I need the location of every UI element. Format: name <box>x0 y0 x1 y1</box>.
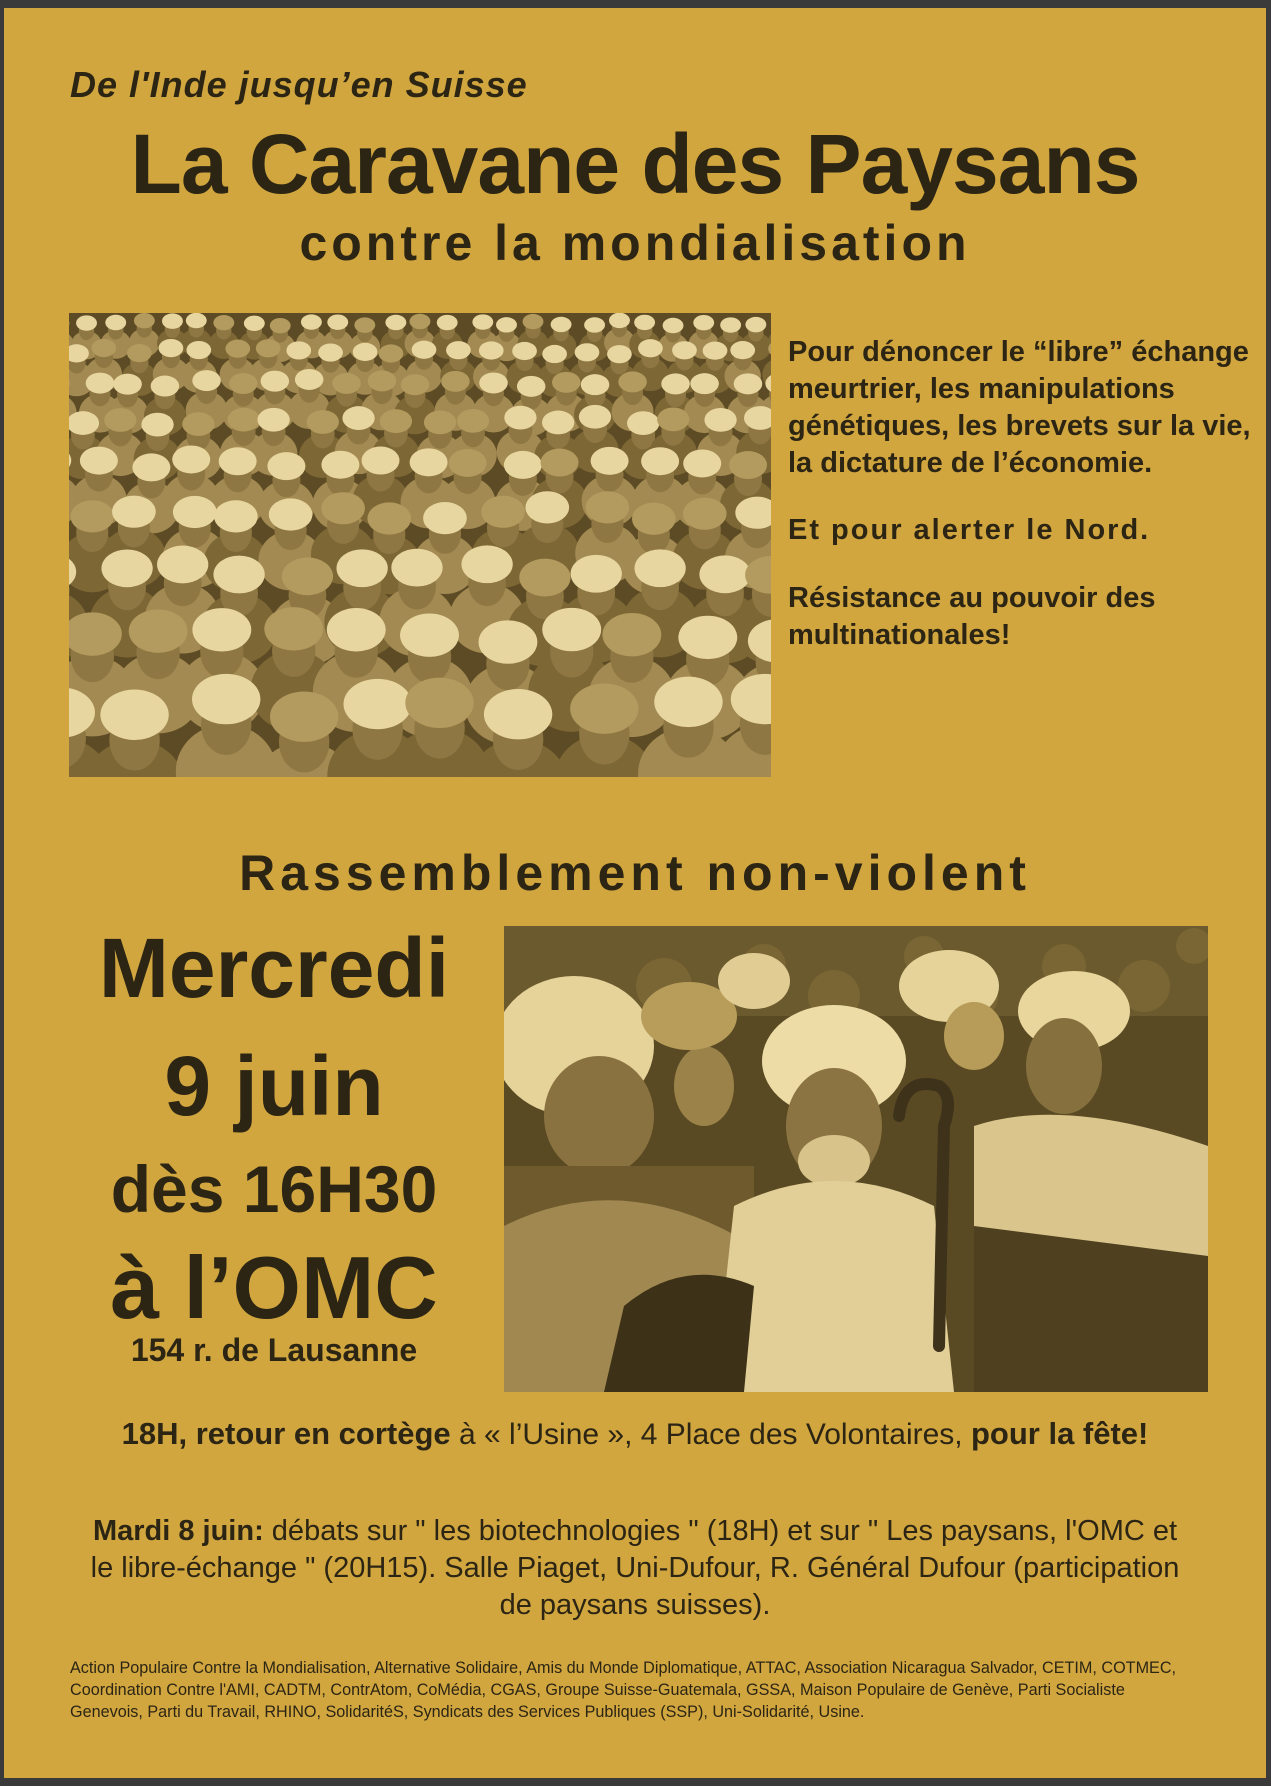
poster-kicker: De l'Inde jusqu’en Suisse <box>70 64 528 105</box>
parade-line <box>4 1416 1266 1452</box>
elders-photo <box>504 926 1208 1392</box>
aside-paragraph-3: Résistance au pouvoir des multinationales! <box>788 581 1156 651</box>
crowd-photo-illustration <box>69 313 771 777</box>
elders-photo-illustration <box>504 926 1208 1392</box>
event-place: à l’OMC <box>110 1238 438 1337</box>
event-date: 9 juin <box>164 1039 384 1133</box>
tuesday-text: débats sur " les biotechnologies " (18H) et sur " Les paysans, l'OMC et le libre-échange " (20H15). Salle Piaget, Uni-Dufour, R. Général Dufour (participation de paysans suisses). <box>90 1515 1180 1622</box>
aside-text <box>788 334 1258 654</box>
event-address: 154 r. de Lausanne <box>130 1332 418 1368</box>
tuesday-label: Mardi 8 juin: <box>92 1515 264 1547</box>
poster <box>4 8 1266 1778</box>
event-day: Mercredi <box>98 921 450 1015</box>
parade-middle: à « l’Usine », 4 Place des Volontaires, <box>450 1418 971 1451</box>
event-time: dès 16H30 <box>110 1152 438 1226</box>
aside-paragraph-1: Pour dénoncer le “libre” échange meurtrier, les manipulations génétiques, les brevets sur la vie, la dictature de l’économie. <box>788 336 1251 480</box>
parade-bold-start: 18H, retour en cortège <box>121 1416 451 1451</box>
tuesday-debates <box>84 1513 1186 1624</box>
poster-title: La Caravane des Paysans <box>130 117 1140 211</box>
poster-subtitle: contre la mondialisation <box>299 215 971 271</box>
rally-heading: Rassemblement non-violent <box>239 845 1031 901</box>
parade-bold-end: pour la fête! <box>970 1416 1149 1451</box>
sponsors-list: Action Populaire Contre la Mondialisation, Alternative Solidaire, Amis du Monde Diplomatique, ATTAC, Association Nicaragua Salvador, CETIM, COTMEC, Coordination Contre l'AMI, CADTM, ContrAtom, CoMédia, CGAS, Groupe Suisse-Guatemala, GSSA, Maison Populaire de Genève, Parti Socialiste Genevois, Parti du Travail, RHINO, SolidaritéS, Syndicats des Services Publiques (SSP), Uni-Solidarité, Usine. <box>70 1659 1177 1721</box>
crowd-photo <box>69 313 771 777</box>
aside-paragraph-2: Et pour alerter le Nord. <box>788 514 1151 547</box>
